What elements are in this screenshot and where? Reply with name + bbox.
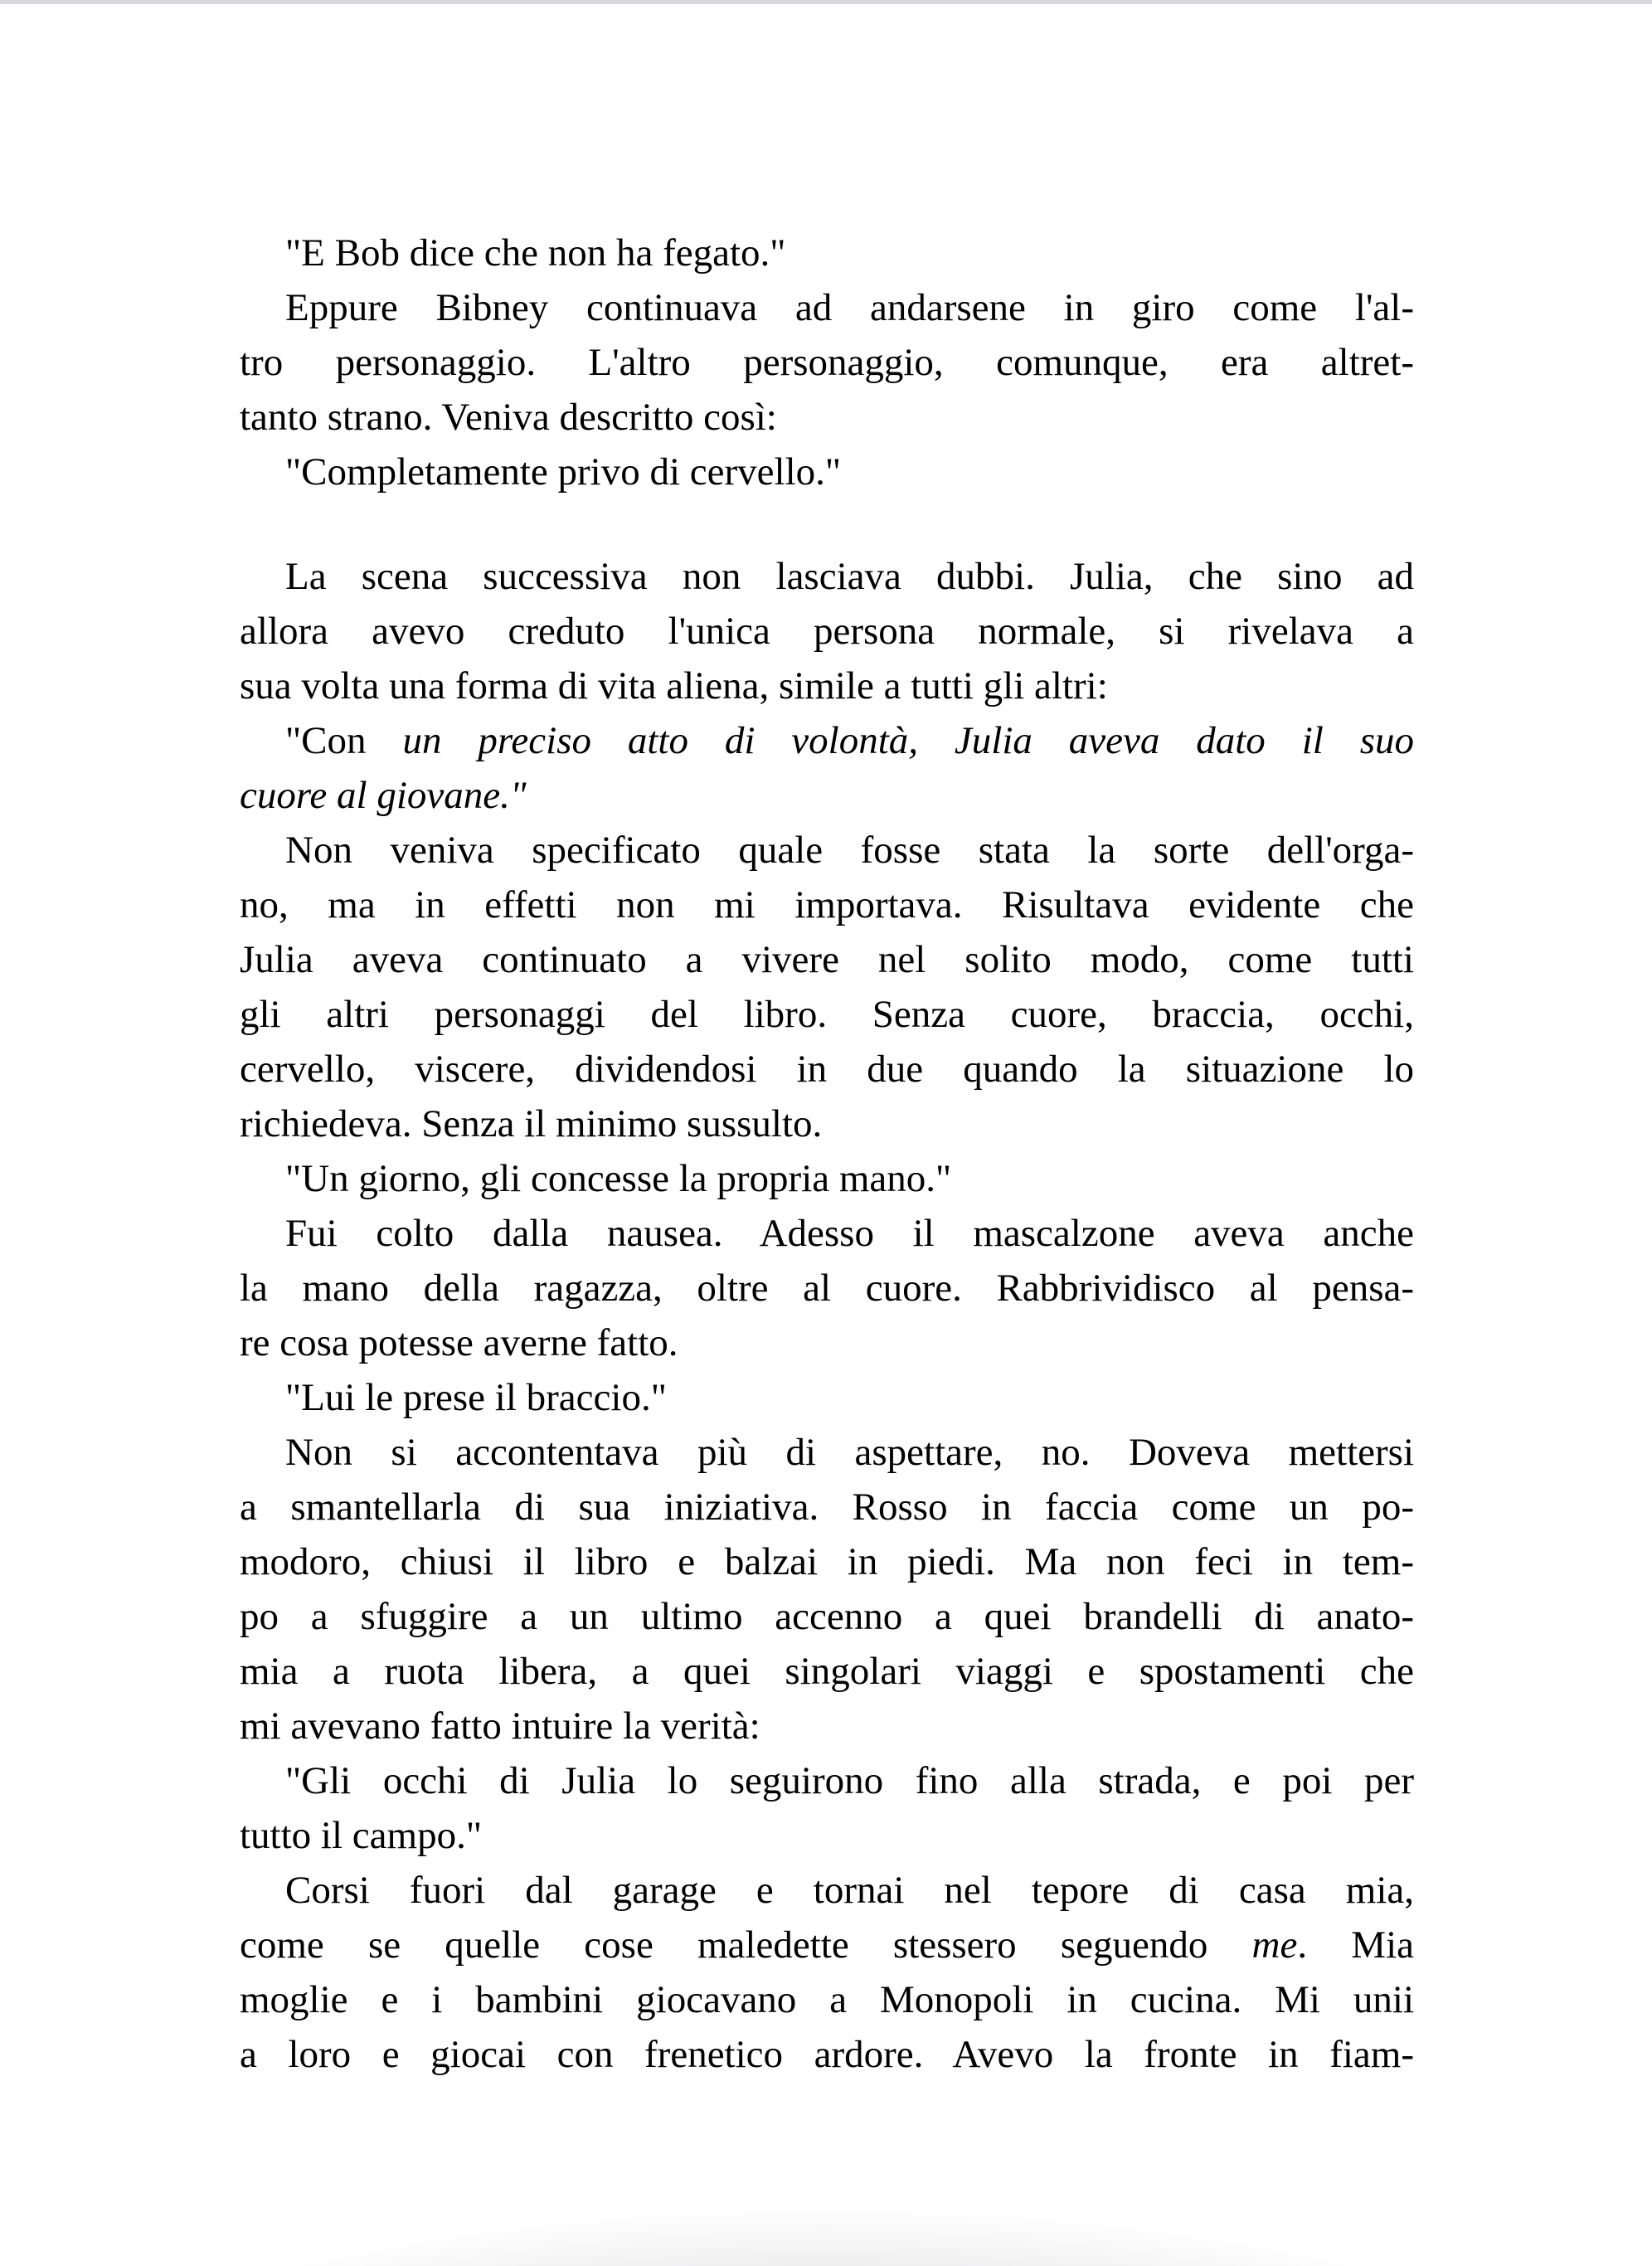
text-line	[240, 1699, 1414, 1753]
text-line	[240, 1480, 1414, 1534]
text-line	[240, 932, 1414, 987]
text-line	[240, 768, 1414, 823]
paragraph	[240, 713, 1414, 823]
text-line	[240, 1370, 1414, 1425]
paragraph	[240, 823, 1414, 1151]
text-segment: "Con	[285, 719, 403, 762]
text-line	[240, 1644, 1414, 1699]
text-line	[240, 1425, 1414, 1480]
text-line	[240, 1863, 1414, 1918]
text-segment: a smantellarla di sua iniziativa. Rosso in faccia come un po-	[240, 1486, 1414, 1529]
paragraph	[240, 280, 1414, 445]
paragraph	[240, 445, 1414, 499]
text-line	[240, 1972, 1414, 2027]
text-line	[240, 1808, 1414, 1863]
text-line	[240, 549, 1414, 604]
text-segment: tutto il campo."	[240, 1814, 483, 1857]
text-line	[240, 823, 1414, 878]
text-segment: Eppure Bibney continuava ad andarsene in giro come l'al-	[285, 286, 1414, 329]
text-line	[240, 713, 1414, 768]
text-segment: come se quelle cose maledette stessero seguendo	[240, 1923, 1252, 1967]
text-segment: tanto strano. Veniva descritto così:	[240, 396, 777, 439]
text-segment: moglie e i bambini giocavano a Monopoli in cucina. Mi unii	[240, 1978, 1414, 2021]
text-segment: "Completamente privo di cervello."	[285, 450, 842, 494]
paragraph	[240, 1753, 1414, 1863]
italic-text-segment: un preciso atto di volontà, Julia aveva dato il suo	[402, 719, 1414, 762]
text-line	[240, 1206, 1414, 1261]
text-line	[240, 1151, 1414, 1206]
text-line	[240, 1097, 1414, 1151]
text-line	[240, 987, 1414, 1042]
text-segment: la mano della ragazza, oltre al cuore. Rabbrividisco al pensa-	[240, 1267, 1414, 1310]
paragraph	[240, 1151, 1414, 1206]
text-segment: richiedeva. Senza il minimo sussulto.	[240, 1102, 823, 1145]
text-line	[240, 280, 1414, 335]
text-segment: mia a ruota libera, a quei singolari viaggi e spostamenti che	[240, 1650, 1414, 1693]
text-line	[240, 878, 1414, 932]
paragraph	[240, 1206, 1414, 1370]
text-segment: Corsi fuori dal garage e tornai nel tepore di casa mia,	[285, 1869, 1414, 1912]
text-segment: La scena successiva non lasciava dubbi. Julia, che sino ad	[285, 555, 1414, 598]
text-line	[240, 2027, 1414, 2082]
text-segment: po a sfuggire a un ultimo accenno a quei brandelli di anato-	[240, 1595, 1414, 1638]
text-segment: "Un giorno, gli concesse la propria mano."	[285, 1157, 952, 1200]
text-line	[240, 1315, 1414, 1370]
text-segment: Julia aveva continuato a vivere nel solito modo, come tutti	[240, 938, 1414, 981]
text-segment: Non si accontentava più di aspettare, no. Doveva mettersi	[285, 1431, 1414, 1474]
italic-text-segment: me	[1251, 1923, 1298, 1967]
text-line	[240, 445, 1414, 499]
text-segment: modoro, chiusi il libro e balzai in piedi. Ma non feci in tem-	[240, 1540, 1414, 1583]
text-line	[240, 1261, 1414, 1315]
text-line	[240, 659, 1414, 713]
page-curl-shadow	[0, 2125, 1652, 2266]
paragraph	[240, 1425, 1414, 1753]
text-segment: no, ma in effetti non mi importava. Risultava evidente che	[240, 883, 1414, 926]
italic-text-segment: cuore al giovane."	[240, 774, 527, 817]
paragraph	[240, 1863, 1414, 2082]
text-line	[240, 1918, 1414, 1972]
text-line	[240, 1589, 1414, 1644]
text-segment: re cosa potesse averne fatto.	[240, 1321, 678, 1364]
text-line	[240, 226, 1414, 280]
text-line	[240, 335, 1414, 390]
text-segment: a loro e giocai con frenetico ardore. Avevo la fronte in fiam-	[240, 2033, 1414, 2076]
paragraph	[240, 226, 1414, 280]
text-line	[240, 1534, 1414, 1589]
top-window-edge	[0, 0, 1652, 4]
text-segment: tro personaggio. L'altro personaggio, comunque, era altret-	[240, 341, 1414, 384]
text-line	[240, 1753, 1414, 1808]
paragraph	[240, 549, 1414, 713]
text-segment: allora avevo creduto l'unica persona normale, si rivelava a	[240, 610, 1414, 653]
text-line	[240, 1042, 1414, 1097]
text-segment: sua volta una forma di vita aliena, simile a tutti gli altri:	[240, 664, 1108, 708]
paragraph-gap	[240, 499, 1414, 549]
text-segment: gli altri personaggi del libro. Senza cuore, braccia, occhi,	[240, 993, 1414, 1036]
text-segment: "E Bob dice che non ha fegato."	[285, 231, 786, 275]
text-segment: Fui colto dalla nausea. Adesso il mascalzone aveva anche	[285, 1212, 1414, 1255]
text-segment: . Mia	[1297, 1923, 1414, 1967]
text-segment: Non veniva specificato quale fosse stata la sorte dell'orga-	[285, 829, 1414, 872]
text-segment: "Gli occhi di Julia lo seguirono fino alla strada, e poi per	[285, 1759, 1414, 1802]
text-line	[240, 390, 1414, 445]
text-segment: cervello, viscere, dividendosi in due quando la situazione lo	[240, 1048, 1414, 1091]
text-segment: "Lui le prese il braccio."	[285, 1376, 667, 1419]
paragraph	[240, 1370, 1414, 1425]
text-segment: mi avevano fatto intuire la verità:	[240, 1704, 760, 1748]
page-text	[240, 226, 1414, 2082]
text-line	[240, 604, 1414, 659]
